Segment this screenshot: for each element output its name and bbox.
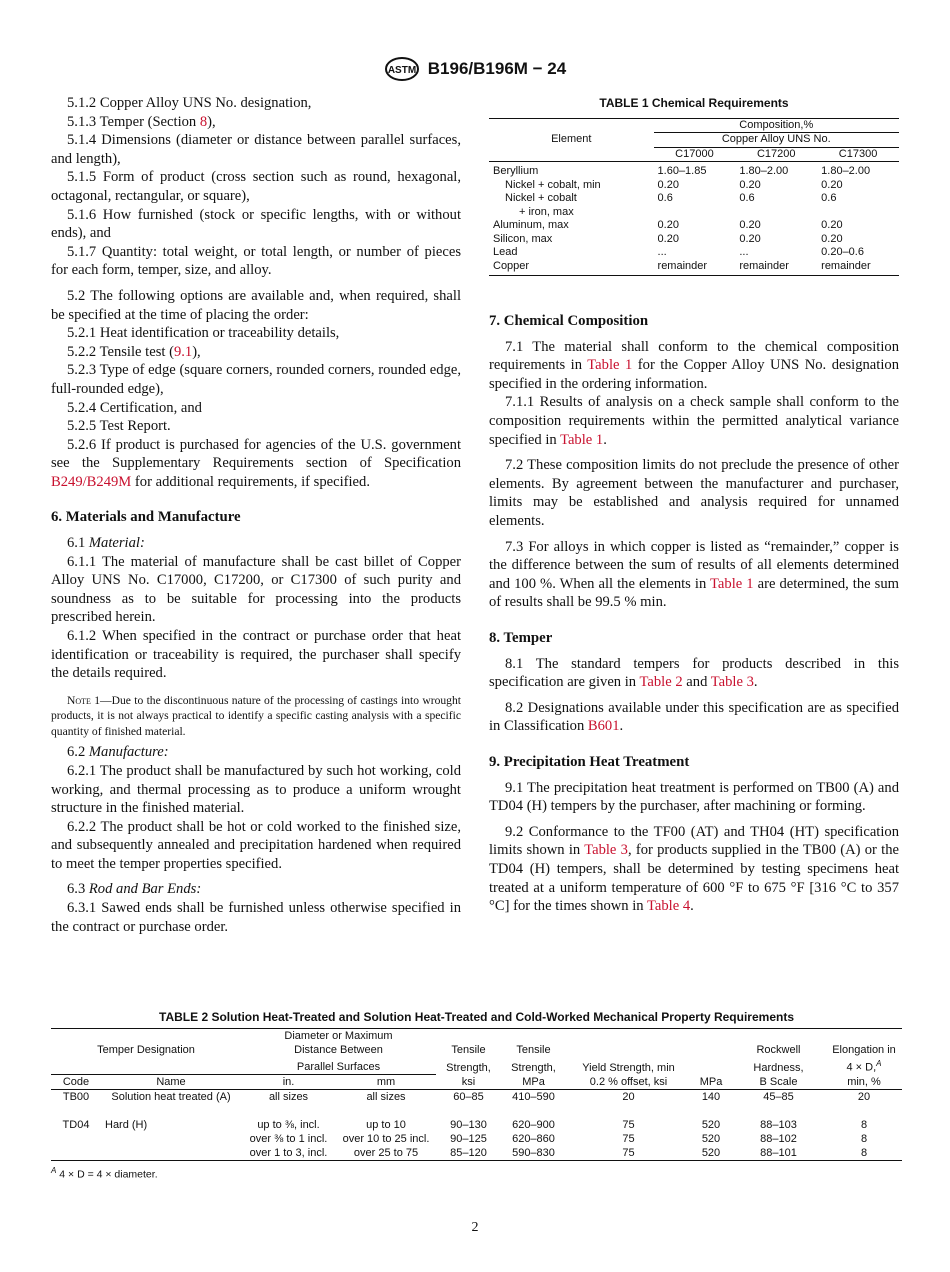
section-7-heading: 7. Chemical Composition xyxy=(489,313,649,330)
table-4-link[interactable]: Table 4 xyxy=(646,898,691,915)
section-5-1-6: 5.1.6 How furnished (stock or specific lengths, with or without ends), and xyxy=(51,206,461,242)
table-1-alloy-c17200: C17200 xyxy=(735,147,817,162)
section-5-2-6: 5.2.6 If product is purchased for agencies of the U.S. government see the Supplementary Requirements section of Specification B249/B249M for additional requirements, if specified. xyxy=(51,436,461,490)
section-5-2-1: 5.2.1 Heat identification or traceability details, xyxy=(67,325,340,342)
table-row: over 1 to 3, incl. over 25 to 75 85–120 590–830 75 520 88–101 8 xyxy=(51,1146,902,1161)
section-6-1-1: 6.1.1 The material of manufacture shall be cast billet of Copper Alloy UNS No. C17000, C17200, or C17300 of such purity and soundness as to be suitable for processing into the products prescribed herein. xyxy=(51,553,461,626)
table-2-header-diameter-1: Diameter or Maximum xyxy=(241,1029,436,1044)
table-row: TD04 Hard (H) up to ⅜, incl. up to 10 90–130 620–900 75 520 88–103 8 xyxy=(62,1119,868,1132)
table-1-header-element: Element xyxy=(489,118,654,162)
table-1-title: TABLE 1 Chemical Requirements xyxy=(599,96,789,110)
section-6-2: 6.2 Manufacture: xyxy=(67,744,169,761)
section-8-2: 8.2 Designations available under this specification are as specified in Classification B601. xyxy=(489,699,899,735)
document-designation: B196/B196M − 24 xyxy=(427,59,567,78)
table-2-footnote: $^A$ 4 × D = 4 × diameter. xyxy=(51,1166,158,1181)
section-7-1-1: 7.1.1 Results of analysis on a check sample shall conform to the composition requirements within the permitted analytical variance specified in Table 1. xyxy=(489,394,899,448)
section-5-2-4: 5.2.4 Certification, and xyxy=(67,399,202,416)
section-6-2-1: 6.2.1 The product shall be manufactured by such hot working, cold working, and thermal processing as to produce a uniform wrought structure in the finished material. xyxy=(51,762,461,817)
section-5-1-7: 5.1.7 Quantity: total weight, or total length, or number of pieces for each form, temper, size, and alloy. xyxy=(51,243,461,279)
section-8-heading: 8. Temper xyxy=(489,630,553,646)
left-column xyxy=(51,94,461,936)
section-6-1-2: 6.1.2 When specified in the contract or purchase order that heat identification or traceability is required, the purchaser shall specify the details required. xyxy=(51,628,461,682)
section-5-2-2: 5.2.2 Tensile test (9.1), xyxy=(67,343,201,360)
section-6-3: 6.3 Rod and Bar Ends: xyxy=(67,881,202,898)
table-3-link[interactable]: Table 3 xyxy=(710,674,754,691)
table-row: Silicon, max 0.20 0.20 0.20 xyxy=(493,232,843,245)
section-5-2-3: 5.2.3 Type of edge (square corners, rounded corners, rounded edge, full-rounded edge), xyxy=(51,362,461,397)
section-5-1-3: 5.1.3 Temper (Section 8), xyxy=(67,113,216,130)
table-2-header-name: Name xyxy=(101,1075,241,1090)
section-5-1-5: 5.1.5 Form of product (cross section such as round, hexagonal, octagonal, rectangular, or square), xyxy=(51,169,461,204)
page-number: 2 xyxy=(471,1220,479,1235)
table-row: TB00 Solution heat treated (A) all sizes all sizes 60–85 410–590 20 140 45–85 20 xyxy=(62,1091,871,1104)
section-9-heading: 9. Precipitation Heat Treatment xyxy=(489,753,690,770)
table-1-alloy-c17300: C17300 xyxy=(817,147,899,162)
b601-link[interactable]: B601 xyxy=(587,718,620,735)
section-6-heading: 6. Materials and Manufacture xyxy=(51,509,241,526)
table-1-link[interactable]: Table 1 xyxy=(587,357,633,374)
section-7-2: 7.2 These composition limits do not preclude the presence of other elements. By agreement between the manufacturer and purchaser, limits may be established and analysis required for unnamed elements. xyxy=(489,457,899,530)
page-header xyxy=(0,56,950,82)
section-5-2: 5.2 The following options are available and, when required, shall be specified at the time of placing the order: xyxy=(51,287,461,323)
table-row: Beryllium 1.60–1.85 1.80–2.00 1.80–2.00 xyxy=(493,165,871,178)
section-5-2-5: 5.2.5 Test Report. xyxy=(67,418,171,435)
section-5-1-2: 5.1.2 Copper Alloy UNS No. designation, xyxy=(67,95,312,111)
b249-link[interactable]: B249/B249M xyxy=(51,473,132,490)
table-1-header-composition: Composition,% xyxy=(654,118,899,133)
table-2-block xyxy=(51,1010,902,1181)
table-row: Aluminum, max 0.20 0.20 0.20 xyxy=(493,219,843,232)
table-1-alloy-c17000: C17000 xyxy=(654,147,736,162)
section-7-1: 7.1 The material shall conform to the chemical composition requirements in Table 1 for the Copper Alloy UNS No. designation specified in the ordering information. xyxy=(489,338,899,392)
table-3-link[interactable]: Table 3 xyxy=(584,842,628,859)
section-8-1: 8.1 The standard tempers for products described in this specification are given in Table 2 and Table 3. xyxy=(489,655,899,691)
table-1-header-alloy: Copper Alloy UNS No. xyxy=(654,133,899,148)
table-row: Nickel + cobalt, min 0.20 0.20 0.20 xyxy=(505,178,843,191)
section-9-1: 9.1 The precipitation heat treatment is performed on TB00 (A) and TD04 (H) tempers by the purchaser, after machining or forming. xyxy=(489,779,899,815)
table-row: Copper remainder remainder remainder xyxy=(489,260,899,276)
table-row: over ⅜ to 1 incl. over 10 to 25 incl. 90–125 620–860 75 520 88–102 8 xyxy=(249,1133,868,1146)
section-5-1-4: 5.1.4 Dimensions (diameter or distance between parallel surfaces, and length), xyxy=(51,132,461,167)
table-2-link[interactable]: Table 2 xyxy=(639,674,683,691)
section-8-link[interactable]: 8 xyxy=(199,113,208,130)
table-1-link[interactable]: Table 1 xyxy=(710,575,754,592)
right-column xyxy=(489,94,899,916)
section-6-1: 6.1 Material: xyxy=(67,535,145,552)
note-1: Note 1—Due to the discontinuous nature of the processing of castings into wrought products, it is not always practical to identify a specific casting analysis with a specific quantity of finished material. xyxy=(51,693,461,738)
section-6-2-2: 6.2.2 The product shall be hot or cold worked to the finished size, and subsequently annealed and precipitation hardened when required to meet the temper properties specified. xyxy=(51,818,461,872)
table-1-chemical-requirements xyxy=(489,118,899,277)
section-9-2: 9.2 Conformance to the TF00 (AT) and TH04 (HT) specification limits shown in Table 3, for products supplied in the TB00 (A) or the TD04 (H) tempers, shall be determined by testing specimens heat treated at a uniform temperature of 600 °F to 675 °F [316 °C to 357 °C] for the times shown in Table 4. xyxy=(489,823,899,915)
table-2-mechanical-properties: Diameter or Maximum Temper Designation Distance Between Tensile Tensile Rockwell Elongation in Parallel Surfaces Strength, Strength, Yield Strength, min Hardness, 4 × D,$^A$ Code Name in. mm ksi MPa 0.2 % offset, ksi MPa B Scale min, % TB00 Solution heat treated (A) all sizes all sizes 60–85 410–590 20 140 45–85 20 TD04 Hard (H) up to ⅜, incl. up to 10 90–130 620–900 75 520 88–103 8 over ⅜ to 1 incl. over 10 to 25 incl. 90–125 620–860 75 520 88–102 8 over 1 to 3, incl. over 25 to 75 85–120 590–830 75 520 88–101 8 xyxy=(51,1028,902,1161)
svg-text:ASTM: ASTM xyxy=(387,65,416,76)
table-2-header-temper: Temper Designation xyxy=(97,1044,195,1056)
table-1-link[interactable]: Table 1 xyxy=(560,431,604,448)
table-row: Lead ... ... 0.20–0.6 xyxy=(493,246,864,259)
astm-logo-icon xyxy=(384,56,420,82)
section-6-3-1: 6.3.1 Sawed ends shall be furnished unless otherwise specified in the contract or purchase order. xyxy=(51,900,461,935)
table-row: Nickel + cobalt 0.6 0.6 0.6 xyxy=(505,192,837,205)
table-row: + iron, max xyxy=(519,205,574,218)
section-9-1-link[interactable]: 9.1 xyxy=(173,343,193,360)
table-2-header-code: Code xyxy=(51,1075,101,1090)
table-2-title: TABLE 2 Solution Heat-Treated and Solution Heat-Treated and Cold-Worked Mechanical Property Requirements xyxy=(159,1010,794,1024)
section-7-3: 7.3 For alloys in which copper is listed as “remainder,” copper is the difference between the sum of results of all elements determined and 100 %. When all the elements in Table 1 are determined, the sum of results shall be 99.5 % min. xyxy=(489,538,899,611)
